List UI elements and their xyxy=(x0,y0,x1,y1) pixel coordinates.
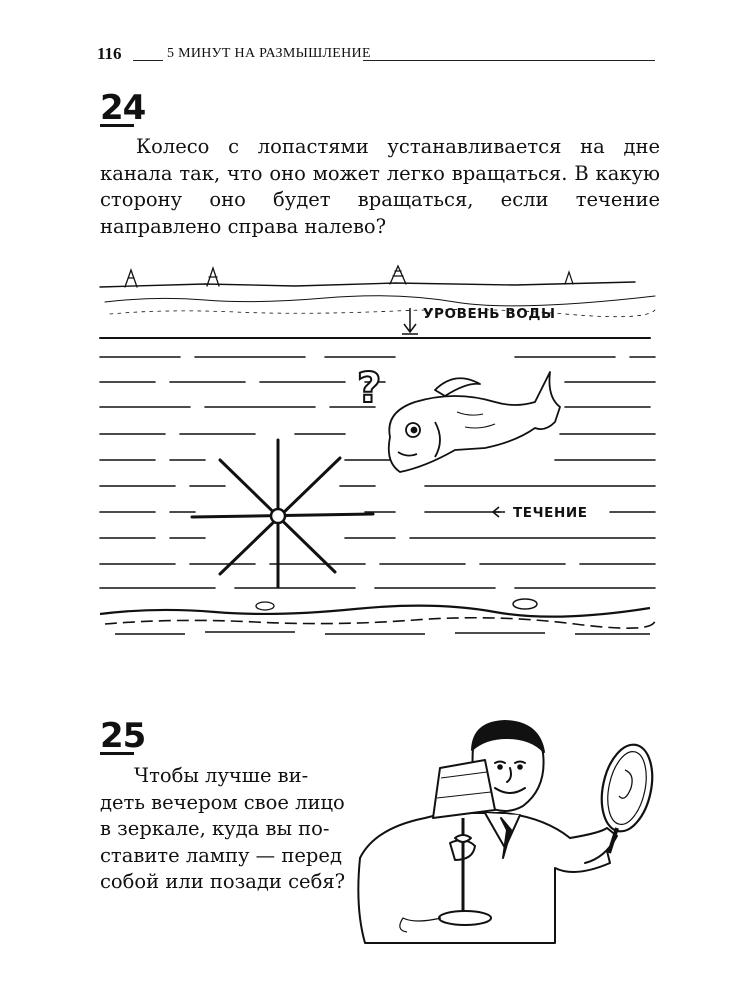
current-label: ТЕЧЕНИЕ xyxy=(513,505,588,521)
problem-number-rule xyxy=(100,124,134,127)
man-mirror-sketch xyxy=(355,718,660,948)
problem-number: 25 xyxy=(100,716,146,756)
text-line: собой или позади себя? xyxy=(100,870,346,893)
canal-illustration xyxy=(95,262,663,640)
water-level-label: УРОВЕНЬ ВОДЫ xyxy=(423,306,556,322)
text-line: в зеркале, куда вы по- xyxy=(100,817,330,840)
header-rule xyxy=(133,60,163,61)
running-header xyxy=(97,44,655,66)
man-with-lamp-icon xyxy=(358,721,617,943)
problem-text: Колесо с лопастями устанавливается на дне канала так, что оно может легко вращаться. В какую сторону оно будет вращаться, если течение направлено справа налево? xyxy=(100,135,660,238)
text-line: деть вечером свое лицо xyxy=(100,790,345,814)
problem-text xyxy=(100,763,346,896)
problem-number-rule xyxy=(100,752,134,755)
arrow-left-icon xyxy=(493,507,505,517)
text-line: ставите лампу — перед xyxy=(100,843,342,867)
paddle-wheel-icon xyxy=(192,440,373,587)
fish-icon xyxy=(389,372,560,472)
text-line: Чтобы лучше ви- xyxy=(134,764,309,787)
book-title: 5 МИНУТ НА РАЗМЫШЛЕНИЕ xyxy=(167,46,371,61)
arrow-down-icon xyxy=(402,308,418,334)
question-mark: ? xyxy=(357,363,382,412)
problem-number: 24 xyxy=(100,88,146,128)
man-mirror-illustration xyxy=(355,718,660,948)
page-number: 116 xyxy=(97,44,122,63)
canal-sketch xyxy=(95,262,663,640)
header-rule xyxy=(363,60,655,61)
